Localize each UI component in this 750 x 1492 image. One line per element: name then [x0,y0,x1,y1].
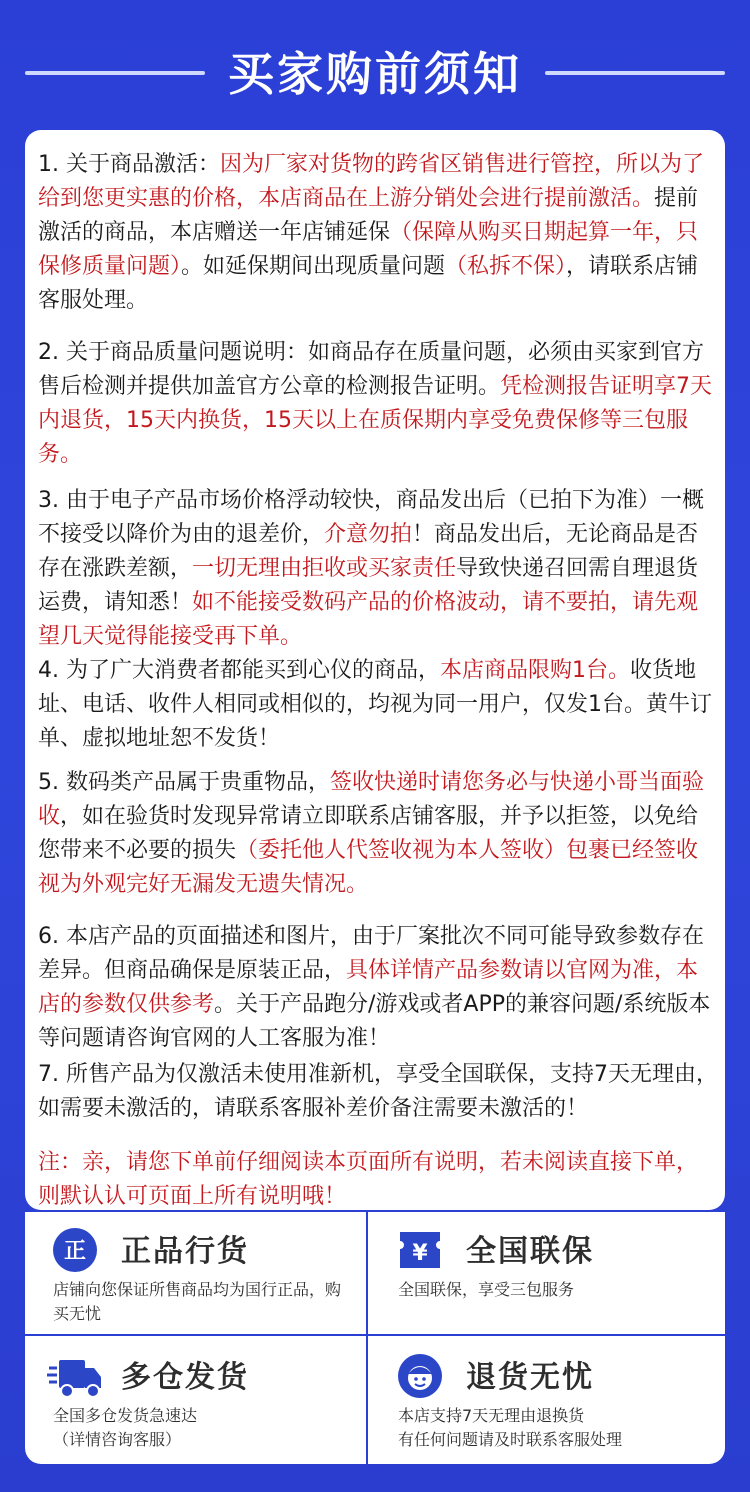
features-divider-vertical [366,1212,368,1464]
notice-text: 导致快递召回需自理退货运费，请知悉！ [38,556,699,615]
notice-2-quality [38,336,718,472]
notice-text: ，如在验货时发现异常请立即联系店铺客服，并予以拒签，以免给您带来不必要的损失 [38,804,699,863]
notice-text: 7. 所售产品为仅激活未使用准新机，享受全国联保，支持7天无理由，如需要未激活的，请联系客服补差价备注需要未激活的！ [38,1062,718,1121]
worry-free-return-icon [396,1352,444,1400]
feature-title: 退货无忧 [466,1360,594,1395]
notice-reminder [38,1146,718,1214]
notice-text: 收货地址、电话、收件人相同或相似的，均视为同一用户，仅发1台。黄牛订单、虚拟地址恕不发货！ [38,658,712,751]
header [0,30,750,110]
notice-text: 。如延保期间出现质量问题 [181,254,446,279]
notice-4-purchase-limit [38,654,718,756]
notice-highlight-text: 因为厂家对货物的跨省区销售进行管控，所以为了给到您更实惠的价格，本店商品在上游分销处会进行提前激活。 [38,152,704,211]
notice-highlight-text: （保障从购买日期起算一年，只保修质量问题） [38,220,699,279]
yen-ticket-icon [396,1226,444,1274]
notice-1-activation [38,148,718,318]
notice-text: 。关于产品跑分/游戏或者APP的兼容问题/系统版本等问题请咨询官网的人工客服为准！ [38,992,711,1051]
header-divider-right [545,71,725,75]
svg-text:¥: ¥ [412,1241,428,1266]
notice-text: 6. 本店产品的页面描述和图片，由于厂案批次不同可能导致参数存在差异。但商品确保是原装正品， [38,924,704,983]
notice-3-price [38,484,718,654]
genuine-badge-icon [51,1226,99,1274]
feature-description: 全国联保，享受三包服务 [398,1280,575,1299]
delivery-truck-icon [47,1352,103,1400]
notice-highlight-text: 如不能接受数码产品的价格波动，请不要拍，请先观望几天觉得能接受再下单。 [38,590,699,649]
notice-highlight-text: 本店商品限购1台。 [440,658,630,683]
notice-highlight-text: 注：亲，请您下单前仔细阅读本页面所有说明，若未阅读直接下单，则默认认可页面上所有说明哦！ [38,1150,699,1209]
feature-description: 本店支持7天无理由退换货 有任何问题请及时联系客服处理 [398,1406,623,1449]
feature-warranty [370,1212,700,1332]
notice-text: 1. 关于商品激活： [38,152,220,177]
notice-highlight-text: 签收快递时请您务必与快递小哥当面验收 [38,770,704,829]
notice-text: 提前激活的商品，本店赠送一年店铺延保 [38,186,699,245]
notice-text: 5. 数码类产品属于贵重物品， [38,770,330,795]
notice-highlight-text: 一切无理由拒收或买家责任 [192,556,457,581]
feature-description: 店铺向您保证所售商品均为国行正品，购买无忧 [53,1280,342,1323]
notice-highlight-text: （委托他人代签收视为本人签收）包裹已经签收视为外观完好无漏发无遗失情况。 [38,838,699,897]
notice-highlight-text: （私拆不保） [445,254,567,279]
service-features [25,1212,725,1464]
feature-worry-free-return [370,1338,700,1458]
notice-highlight-text: 凭检测报告证明享7天内退货，15天内换货，15天以上在质保期内享受免费保修等三包服务。 [38,374,713,467]
notice-7-warranty [38,1058,718,1126]
notice-6-specifications [38,920,718,1056]
notice-text: 2. 关于商品质量问题说明：如商品存在质量问题，必须由买家到官方售后检测并提供加盖官方公章的检测报告证明。 [38,340,704,399]
feature-multi-warehouse [25,1338,355,1458]
feature-description: 全国多仓发货急速达 （详情咨询客服） [53,1406,198,1449]
notice-text: 3. 由于电子产品市场价格浮动较快，商品发出后（已拍下为准）一概不接受以降价为由的退差价， [38,488,704,547]
svg-text:正: 正 [63,1239,87,1264]
notice-text: 4. 为了广大消费者都能买到心仪的商品， [38,658,440,683]
notice-text: ，请联系店铺客服处理。 [38,254,699,313]
feature-title: 多仓发货 [121,1360,249,1395]
feature-genuine [25,1212,355,1332]
page-title: 买家购前须知 [228,47,522,101]
feature-title: 全国联保 [466,1234,594,1269]
notice-highlight-text: 介意勿拍 [324,522,413,547]
notice-text: ！商品发出后，无论商品是否存在涨跌差额， [38,522,699,581]
feature-title: 正品行货 [121,1234,249,1269]
notice-highlight-text: 具体详情产品参数请以官网为准，本店的参数仅供参考 [38,958,699,1017]
notice-5-delivery-inspection [38,766,718,902]
features-divider-horizontal [25,1334,725,1336]
